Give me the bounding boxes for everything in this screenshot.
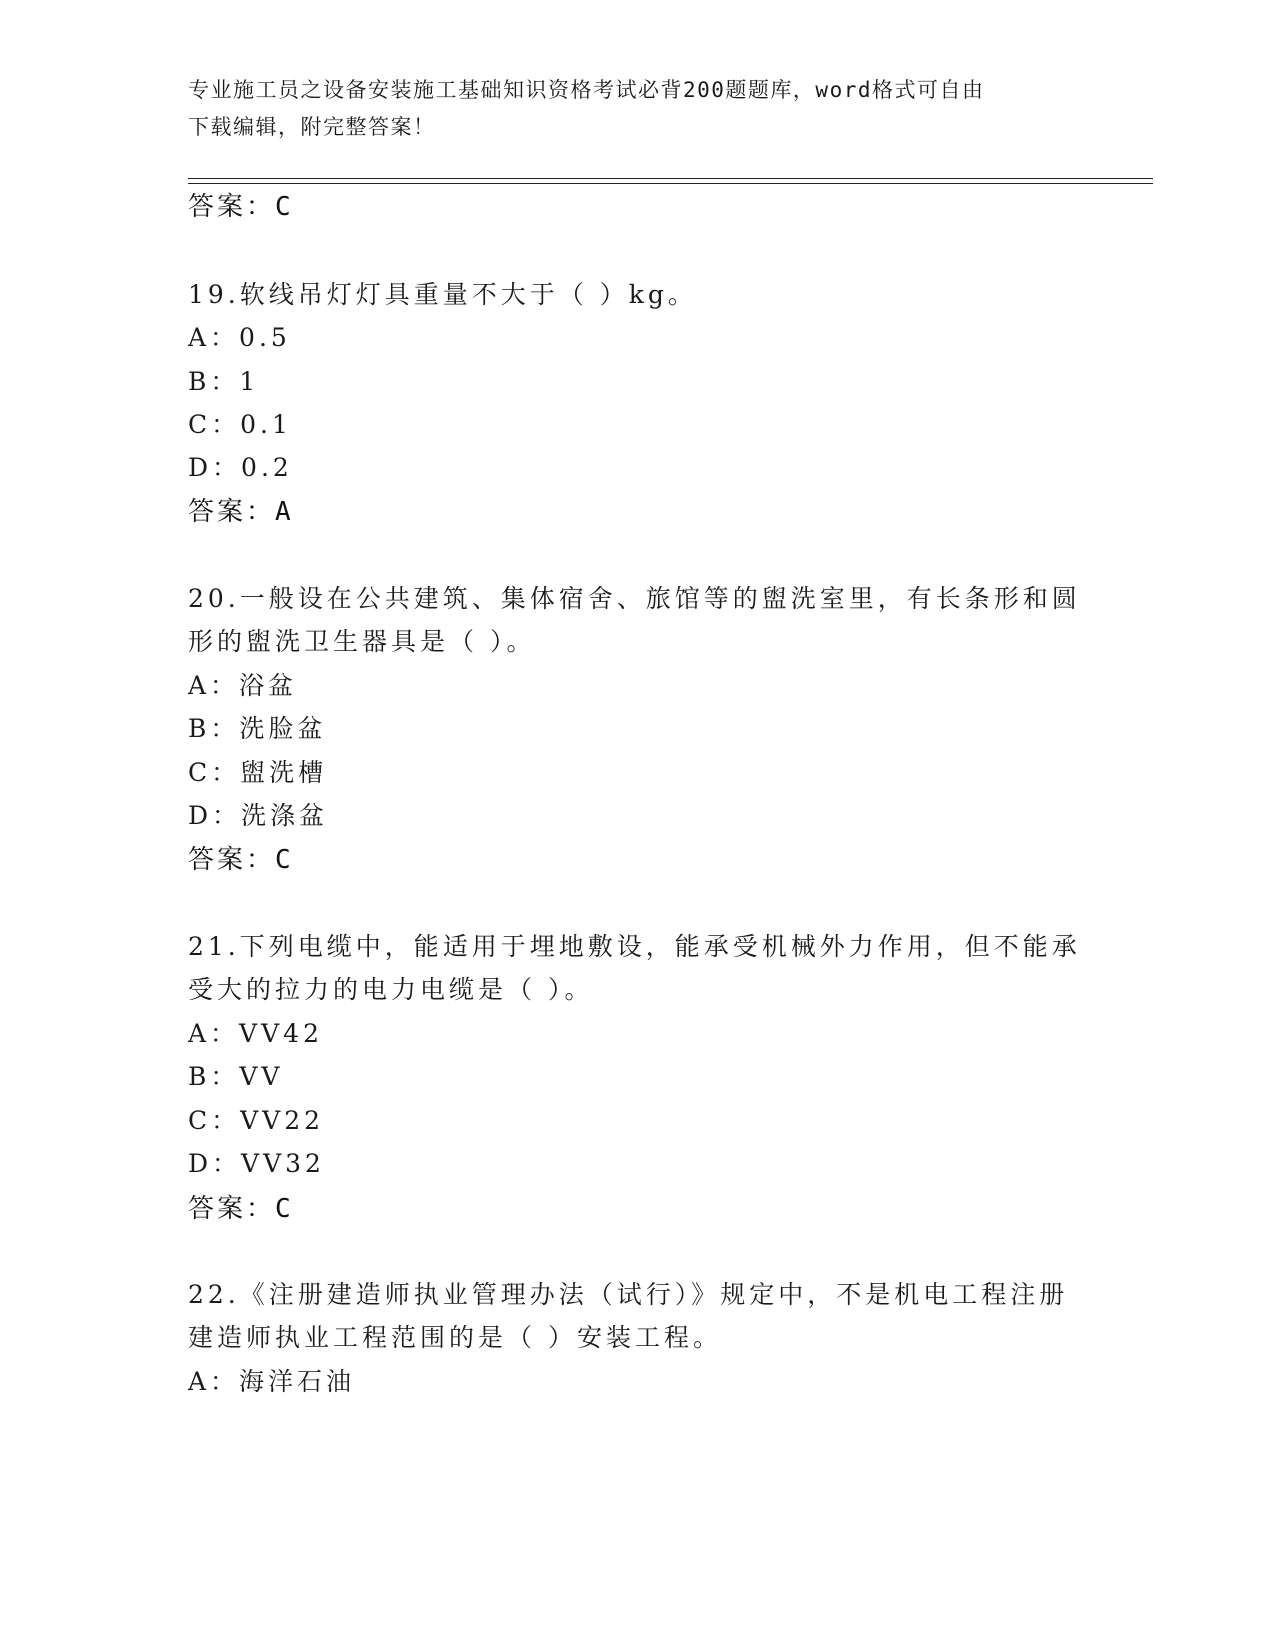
question-stem: 20.一般设在公共建筑、集体宿舍、旅馆等的盥洗室里，有长条形和圆 — [188, 584, 1081, 613]
answer-line: 答案：C — [188, 1194, 294, 1224]
question-stem: 21.下列电缆中，能适用于埋地敷设，能承受机械外力作用，但不能承 — [188, 932, 1081, 961]
option-c: C：盥洗槽 — [188, 758, 328, 787]
question-stem: 22.《注册建造师执业管理办法（试行）》规定中，不是机电工程注册 — [188, 1280, 1069, 1309]
option-b: B：1 — [188, 367, 260, 396]
option-a: A：海洋石油 — [188, 1367, 356, 1396]
option-d: D：0.2 — [188, 453, 293, 482]
option-a: A：0.5 — [188, 323, 291, 352]
answer-line: 答案：C — [188, 845, 294, 875]
option-b: B：洗脸盆 — [188, 714, 327, 743]
header-line-1: 专业施工员之设备安装施工基础知识资格考试必背200题题库，word格式可自由 — [188, 78, 985, 102]
question-stem-continued: 受大的拉力的电力电缆是（ ）。 — [188, 975, 594, 1004]
option-c: C：VV22 — [188, 1106, 325, 1135]
question-stem: 19.软线吊灯灯具重量不大于（ ）kg。 — [188, 280, 697, 309]
option-a: A：VV42 — [188, 1019, 323, 1048]
answer-line: 答案：A — [188, 497, 294, 527]
header-line-2: 下载编辑，附完整答案！ — [188, 115, 436, 139]
question-stem-continued: 形的盥洗卫生器具是（ ）。 — [188, 627, 536, 656]
document-header — [188, 72, 1068, 146]
option-d: D：VV32 — [188, 1149, 325, 1178]
option-a: A：浴盆 — [188, 671, 298, 700]
question-stem-continued: 建造师执业工程范围的是（ ）安装工程。 — [188, 1323, 722, 1352]
option-d: D：洗涤盆 — [188, 801, 329, 830]
option-c: C：0.1 — [188, 410, 292, 439]
option-b: B：VV — [188, 1062, 284, 1091]
header-divider-bottom — [188, 183, 1153, 184]
answer-line: 答案：C — [188, 192, 294, 222]
header-divider-top — [188, 178, 1153, 179]
